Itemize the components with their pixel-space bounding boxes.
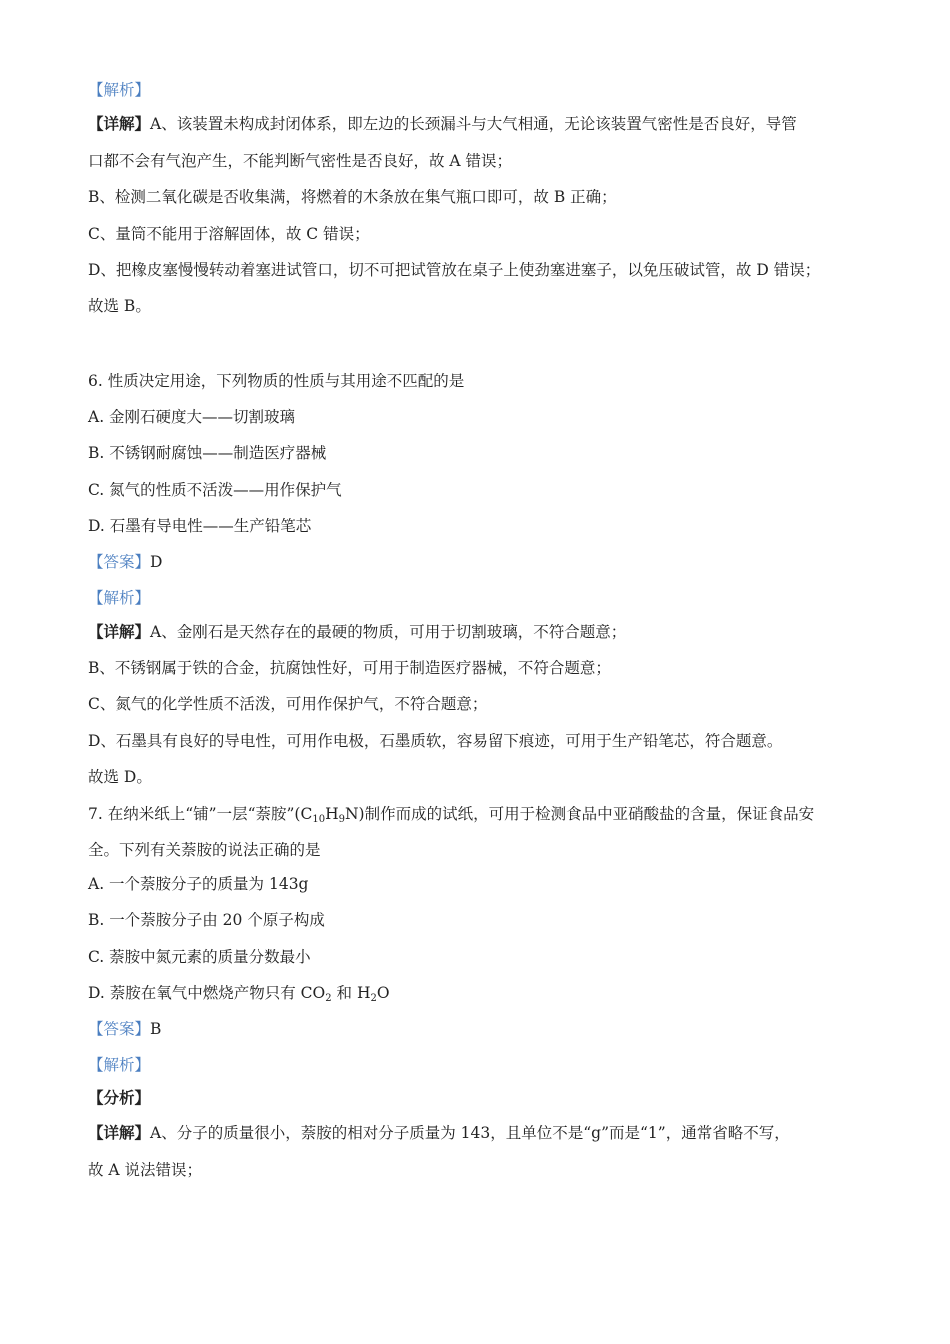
analysis-label: 【解析】 bbox=[88, 81, 151, 99]
detail-line: 口都不会有气泡产生，不能判断气密性是否良好，故 A 错误； bbox=[88, 152, 513, 170]
detail-label: 【详解】 bbox=[88, 114, 151, 133]
option-a: A. 一个萘胺分子的质量为 143g bbox=[88, 875, 309, 893]
conclusion: 故选 D。 bbox=[88, 768, 152, 786]
option-c: C. 萘胺中氮元素的质量分数最小 bbox=[88, 948, 311, 966]
answer-label: 【答案】 bbox=[88, 553, 151, 571]
detail-label: 【详解】 bbox=[88, 622, 151, 641]
answer-label: 【答案】 bbox=[88, 1020, 151, 1038]
answer-value: B bbox=[150, 1020, 162, 1038]
question-stem: 全。下列有关萘胺的说法正确的是 bbox=[88, 841, 321, 859]
option-c: C. 氮气的性质不活泼——用作保护气 bbox=[88, 481, 342, 499]
detail-line bbox=[88, 622, 626, 642]
option-b: B. 不锈钢耐腐蚀——制造医疗器械 bbox=[88, 444, 327, 462]
answer-value: D bbox=[150, 553, 163, 571]
detail-line: B、检测二氧化碳是否收集满，将燃着的木条放在集气瓶口即可，故 B 正确； bbox=[88, 188, 617, 206]
analysis-label: 【解析】 bbox=[88, 1056, 151, 1074]
detail-label: 【详解】 bbox=[88, 1123, 151, 1142]
detail-line: 故 A 说法错误； bbox=[88, 1161, 203, 1179]
option-d: D. 萘胺在氧气中燃烧产物只有 $CO_2$ 和 $H_2O$ bbox=[88, 984, 390, 1004]
fenxi-label: 【分析】 bbox=[88, 1088, 151, 1107]
detail-line bbox=[88, 1123, 790, 1143]
question-stem: 7. 在纳米纸上“铺”一层“萘胺$”(C_{10}H_9N)$制作而成的试纸，可用于检测食品中亚硝酸盐的含量，保证食品安 bbox=[88, 805, 815, 825]
option-a: A. 金刚石硬度大——切割玻璃 bbox=[88, 408, 296, 426]
detail-line: D、把橡皮塞慢慢转动着塞进试管口，切不可把试管放在桌子上使劲塞进塞子，以免压破试管，故 D 错误； bbox=[88, 261, 821, 279]
answer-line bbox=[88, 552, 162, 572]
detail-text: A、该装置未构成封闭体系，即左边的长颈漏斗与大气相通，无论该装置气密性是否良好，导管 bbox=[150, 115, 797, 133]
detail-text: A、分子的质量很小，萘胺的相对分子质量为 143，且单位不是“g”而是“1”，通常省略不写， bbox=[150, 1124, 790, 1142]
detail-line: C、氮气的化学性质不活泼，可用作保护气，不符合题意； bbox=[88, 695, 488, 713]
answer-line bbox=[88, 1019, 161, 1039]
detail-text: A、金刚石是天然存在的最硬的物质，可用于切割玻璃，不符合题意； bbox=[150, 623, 627, 641]
question-stem: 6. 性质决定用途，下列物质的性质与其用途不匹配的是 bbox=[88, 372, 465, 390]
detail-line bbox=[88, 114, 797, 134]
detail-line: C、量筒不能用于溶解固体，故 C 错误； bbox=[88, 225, 370, 243]
detail-line: D、石墨具有良好的导电性，可用作电极，石墨质软，容易留下痕迹，可用于生产铅笔芯，符合题意。 bbox=[88, 732, 783, 750]
conclusion: 故选 B。 bbox=[88, 297, 151, 315]
detail-line: B、不锈钢属于铁的合金，抗腐蚀性好，可用于制造医疗器械，不符合题意； bbox=[88, 659, 611, 677]
analysis-label: 【解析】 bbox=[88, 589, 151, 607]
option-b: B. 一个萘胺分子由 20 个原子构成 bbox=[88, 911, 325, 929]
option-d: D. 石墨有导电性——生产铅笔芯 bbox=[88, 517, 312, 535]
